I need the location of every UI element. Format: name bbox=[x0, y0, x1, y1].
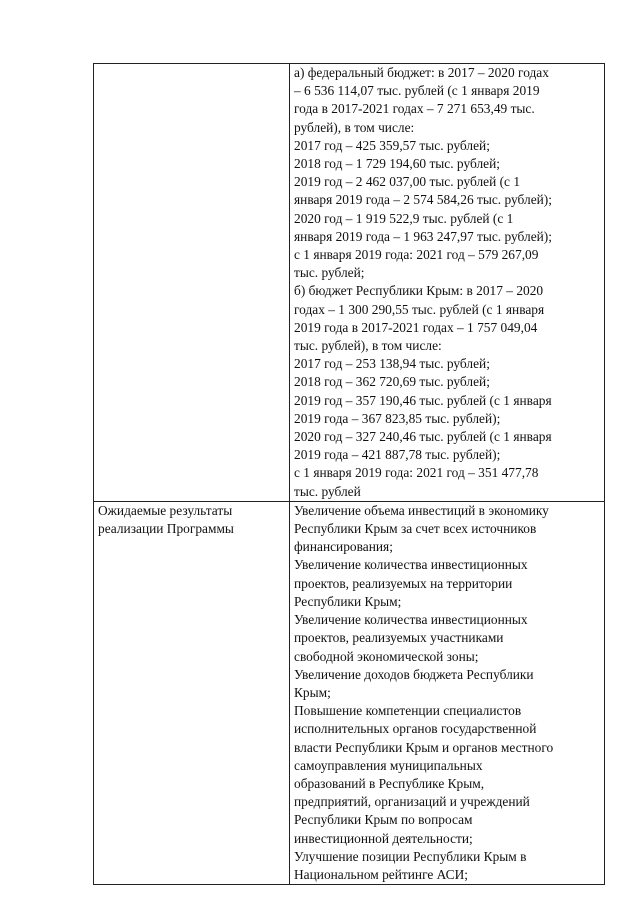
budget-line: 2019 год – 357 190,46 тыс. рублей (с 1 января bbox=[294, 392, 552, 408]
results-line: Национальном рейтинге АСИ; bbox=[294, 866, 469, 882]
budget-line: тыс. рублей; bbox=[294, 265, 365, 281]
results-line: Республики Крым; bbox=[294, 593, 402, 609]
results-line: инвестиционной деятельности; bbox=[294, 830, 473, 846]
results-line: образований в Республике Крым, bbox=[294, 775, 485, 791]
results-line: Увеличение количества инвестиционных bbox=[294, 557, 528, 573]
results-line: проектов, реализуемых участниками bbox=[294, 630, 504, 646]
results-line: Республики Крым по вопросам bbox=[294, 812, 473, 828]
budget-line: а) федеральный бюджет: в 2017 – 2020 годах bbox=[294, 65, 549, 80]
budget-line: с 1 января 2019 года: 2021 год – 351 477,78 bbox=[294, 465, 539, 481]
program-passport-table bbox=[93, 63, 605, 885]
results-label-line: реализации Программы bbox=[98, 521, 234, 537]
results-line: Увеличение объема инвестиций в экономику bbox=[294, 502, 549, 518]
budget-line: 2018 год – 1 729 194,60 тыс. рублей; bbox=[294, 156, 500, 172]
results-line: Республики Крым за счет всех источников bbox=[294, 521, 537, 537]
results-line: самоуправления муниципальных bbox=[294, 757, 483, 773]
budget-line: января 2019 года – 2 574 584,26 тыс. рублей); bbox=[294, 192, 552, 208]
budget-line: 2019 год – 2 462 037,00 тыс. рублей (с 1 bbox=[294, 174, 521, 190]
budget-line: – 6 536 114,07 тыс. рублей (с 1 января 2019 bbox=[294, 83, 540, 99]
results-line: свободной экономической зоны; bbox=[294, 648, 479, 664]
budget-line: 2019 года – 367 823,85 тыс. рублей); bbox=[294, 410, 501, 426]
results-line: Увеличение количества инвестиционных bbox=[294, 612, 528, 628]
budget-label-cell bbox=[94, 64, 290, 502]
results-line: Повышение компетенции специалистов bbox=[294, 703, 522, 719]
results-label-cell bbox=[94, 501, 290, 884]
results-line: предприятий, организаций и учреждений bbox=[294, 794, 530, 810]
budget-line: тыс. рублей), в том числе: bbox=[294, 338, 442, 354]
results-row bbox=[94, 501, 605, 884]
budget-text-cell bbox=[290, 64, 605, 502]
results-line: финансирования; bbox=[294, 539, 393, 555]
results-text-cell bbox=[290, 501, 605, 884]
budget-line: тыс. рублей bbox=[294, 483, 361, 499]
budget-line: с 1 января 2019 года: 2021 год – 579 267,09 bbox=[294, 247, 539, 263]
results-line: проектов, реализуемых на территории bbox=[294, 575, 513, 591]
budget-line: рублей), в том числе: bbox=[294, 119, 415, 135]
budget-line: 2019 года в 2017-2021 годах – 1 757 049,04 bbox=[294, 319, 538, 335]
budget-line: 2020 год – 327 240,46 тыс. рублей (с 1 января bbox=[294, 429, 552, 445]
budget-line: 2017 год – 253 138,94 тыс. рублей; bbox=[294, 356, 490, 372]
results-line: Улучшение позиции Республики Крым в bbox=[294, 848, 527, 864]
results-label-line: Ожидаемые результаты bbox=[98, 502, 233, 518]
results-line: власти Республики Крым и органов местного bbox=[294, 739, 554, 755]
budget-line: б) бюджет Республики Крым: в 2017 – 2020 bbox=[294, 283, 544, 299]
budget-row bbox=[94, 64, 605, 502]
budget-line: 2018 год – 362 720,69 тыс. рублей; bbox=[294, 374, 490, 390]
budget-line: января 2019 года – 1 963 247,97 тыс. рублей); bbox=[294, 228, 552, 244]
results-line: исполнительных органов государственной bbox=[294, 721, 537, 737]
budget-line: 2020 год – 1 919 522,9 тыс. рублей (с 1 bbox=[294, 210, 514, 226]
budget-line: годах – 1 300 290,55 тыс. рублей (с 1 января bbox=[294, 301, 545, 317]
budget-line: 2017 год – 425 359,57 тыс. рублей; bbox=[294, 137, 490, 153]
budget-line: 2019 года – 421 887,78 тыс. рублей); bbox=[294, 447, 501, 463]
results-line: Увеличение доходов бюджета Республики bbox=[294, 666, 534, 682]
budget-line: года в 2017-2021 годах – 7 271 653,49 тыс. bbox=[294, 101, 535, 117]
results-line: Крым; bbox=[294, 684, 331, 700]
